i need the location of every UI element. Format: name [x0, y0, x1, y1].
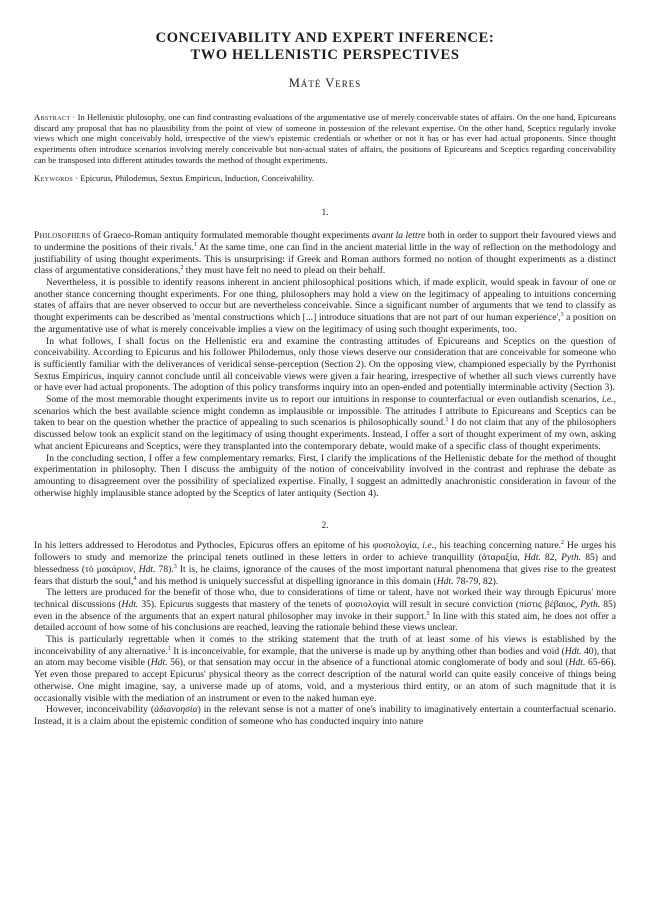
text-run: 35). Epicurus suggests that mastery of the tenets of φυσιολογία will result in secure conviction (πίστις βέβαιος,: [138, 598, 581, 610]
citation: Hdt.: [150, 657, 168, 669]
text-run: 85) and blessedness (τὸ μακάριον,: [34, 552, 616, 575]
text-run: The letters are produced for the benefit of those who, due to considerations of time or talent, have not worked their way through Epicurus' more technical discussions (: [34, 587, 616, 610]
footnote-marker: 4: [133, 575, 137, 582]
section-2-paragraph-2: [34, 587, 616, 634]
section-2-paragraph-3: [34, 634, 616, 704]
section-1-paragraph-3: In what follows, I shall focus on the Hellenistic era and examine the contrasting attitudes of Epicureans and Sceptics on the question of conceivability. According to Epicurus and his follower Philodemus, only those views deserve our consideration that are conceivable for someone who is sufficiently familiar with the deliverances of veridical sense-perception (Section 2). On the opposing view, championed especially by the Pyrrhonist Sextus Empiricus, inquiry cannot conclude until all conceivable views were given a fair hearing, irrespective of whether all such views currently have or have ever had actual proponents. The adoption of this policy transforms inquiry into an open-ended and potentially interminable activity (Section 3).: [34, 335, 616, 394]
text-run: , his teaching concerning nature.: [434, 540, 562, 552]
section-1-number: 1.: [321, 208, 329, 219]
abstract-label: Abstract: [34, 112, 71, 122]
section-1-paragraph-4: [34, 394, 616, 453]
text-run: 78-79, 82).: [453, 575, 499, 587]
title-line-2: TWO HELLENISTIC PERSPECTIVES: [190, 47, 460, 63]
text-run: 56), or that sensation may occur in the absence of a functional atomic conglomerate of body and soul (: [167, 657, 569, 669]
citation: Hdt.: [121, 598, 139, 610]
footnote-marker: 5: [426, 610, 430, 617]
italic-phrase: ἀδιανοησία: [154, 704, 198, 716]
text-run: ) in the relevant sense is not a matter of one's inability to imaginatively entertain a counterfactual scenario. Instead, it is a claim about the epistemic condition of someone who has conducted inquiry into nature: [34, 704, 616, 727]
paper-page: [34, 30, 616, 728]
text-run: and his method is uniquely successful at dispelling ignorance in this domain (: [136, 575, 437, 587]
text-run: they must have felt no need to plead on their behalf.: [183, 265, 386, 277]
footnote-marker: 2: [561, 540, 565, 547]
citation: Hdt.: [436, 575, 454, 587]
text-run: 65-66). Yet even those prepared to accept Epicurus' physical theory as the correct description of the natural world can quite easily conceive of things being otherwise. One might imagine, say, a universe made up of atoms, void, and a mysterious third entity, or an atom of such magnitude that it is occasionally visible with the mediation of an instrument or even to the naked human eye.: [34, 657, 617, 704]
text-run: Nevertheless, it is possible to identify reasons inherent in ancient philosophical positions which, if made explicit, would speak in favour of one or another stance concerning thought experiments. For one thing, philosophers may hold a view on the legitimacy of appealing to intuitions concerning states of affairs that are never observed to occur but are nevertheless conceivable. Since a significant number of arguments that we tend to classify as thought experiments can be described as 'mental constructions which [...] introduce situations that are not part of our human experience',: [34, 277, 616, 324]
section-2-paragraph-1: [34, 540, 616, 587]
section-1-paragraph-1: [34, 230, 616, 277]
text-run: 82,: [540, 552, 562, 564]
lead-word: Philosophers: [34, 230, 91, 242]
text-run: 40), that an atom may become visible (: [34, 645, 616, 669]
text-run: 85) even in the absence of the arguments that an expert natural philosopher may invoke in their support.: [34, 598, 616, 622]
text-run: 78).: [155, 563, 174, 575]
paper-title: [34, 30, 616, 64]
section-2-number: 2.: [321, 521, 329, 532]
text-run: of Graeco-Roman antiquity formulated memorable thought experiments: [90, 230, 372, 242]
text-run: He urges his followers to study and memorize the principal tenets outlined in these letters in order to achieve tranquillity (ἀταραξία,: [34, 540, 617, 564]
footnote-marker: 2: [180, 265, 184, 272]
footnote-marker: 1: [193, 241, 197, 248]
footnote-marker: 3: [173, 563, 177, 570]
text-run: Some of the most memorable thought experiments invite us to report our intuitions in response to counterfactual or even outlandish scenarios,: [46, 394, 602, 406]
footnote-marker: 1: [445, 417, 449, 424]
text-run: It is, he claims, ignorance of the causes of the most important natural phenomena that gives rise to the greatest fears that disturb the soul,: [34, 563, 616, 587]
section-2-paragraph-4: [34, 704, 616, 727]
text-run: In his letters addressed to Herodotus and Pythocles, Epicurus offers an epitome of his φυσιολογία,: [34, 540, 423, 552]
italic-phrase: i.e.: [601, 394, 614, 406]
text-run: , scenarios which the best available science might condemn as implausible or impossible. The attitudes I attribute to Epicureans and Sceptics can be taken to bear on the question whether the practice of appealing to such scenarios is philosophically sound.: [34, 394, 616, 429]
title-line-1: CONCEIVABILITY AND EXPERT INFERENCE:: [155, 30, 495, 46]
footnote-marker: 1: [167, 645, 171, 652]
footnote-marker: 3: [560, 311, 564, 318]
citation: Hdt.: [564, 645, 582, 657]
abstract-text: · In Hellenistic philosophy, one can find contrasting evaluations of the argumentative use of merely conceivable states of affairs. On the one hand, Epicureans discard any proposal that has no plausibility from the point of view of someone in possession of the relevant expertise. On the other hand, Sceptics regularly invoke views which one might conceivably hold, irrespective of the view's epistemic credentials or whether or not it has or has ever had actual proponents. Since thought experiments often introduce scenarios involving merely conceivable but non-actual states of affairs, the positions of Epicureans and Sceptics regarding conceivability can be transposed into different attitudes towards the method of thought experiments.: [34, 112, 616, 165]
citation: Pyth.: [561, 552, 582, 564]
text-run: However, inconceivability (: [46, 704, 155, 716]
citation: Pyth.: [580, 598, 601, 610]
keywords-text: · Epicurus, Philodemus, Sextus Empiricus, Induction, Conceivability.: [73, 172, 315, 183]
text-run: This is particularly regrettable when it comes to the striking statement that the truth of at least some of his views is established by the inconceivability of any alternative.: [34, 634, 616, 657]
text-run: At the same time, one can find in the ancient material little in the way of reflection on the methodology and justifiability of using thought experiments. This is unsurprising: if Greek and Roman authors formed no notion of thought experiments as a distinct class of argumentative considerations,: [34, 241, 616, 277]
citation: Hdt.: [568, 657, 586, 669]
citation: Hdt.: [523, 552, 541, 564]
text-run: It is inconceivable, for example, that the universe is made up by anything other than bodies and void (: [170, 645, 565, 657]
author-name: Máté Veres: [288, 76, 362, 90]
citation: Hdt.: [138, 563, 156, 575]
italic-phrase: avant la lettre: [371, 230, 426, 242]
keywords: [34, 173, 616, 184]
text-run: In line with this stated aim, he does not offer a detailed account of how some of his conclusions are reached, leaving the rationale behind these views unclear.: [34, 610, 616, 634]
text-run: both in order to support their favoured views and to undermine the positions of their rivals.: [34, 230, 616, 253]
text-run: a position on the argumentative use of what is merely conceivable implies a view on the legitimacy of using such thought experiments, too.: [34, 312, 616, 335]
text-run: I do not claim that any of the philosophers discussed below took an explicit stand on the legitimacy of using thought experiments. Instead, I offer a sort of thought experiment of my own, asking what ancient Epicureans and Sceptics, were they transplanted into the contemporary debate, would make of a specific class of thought experiments.: [34, 417, 616, 452]
section-1-paragraph-2: [34, 277, 616, 336]
abstract: [34, 112, 616, 166]
section-1-paragraph-5: In the concluding section, I offer a few complementary remarks. First, I clarify the implications of the Hellenistic debate for the method of thought experimentation in philosophy. Then I discuss the ambiguity of the notion of conceivability involved in the contrast and rephrase the debate as amounting to disagreement over the possibility of specialized expertise. Finally, I suggest an admittedly anachronistic consideration in favour of the otherwise highly implausible stance adopted by the Sceptics of later antiquity (Section 4).: [34, 452, 616, 499]
keywords-label: Keywords: [34, 172, 74, 183]
italic-phrase: i.e.: [422, 540, 434, 552]
